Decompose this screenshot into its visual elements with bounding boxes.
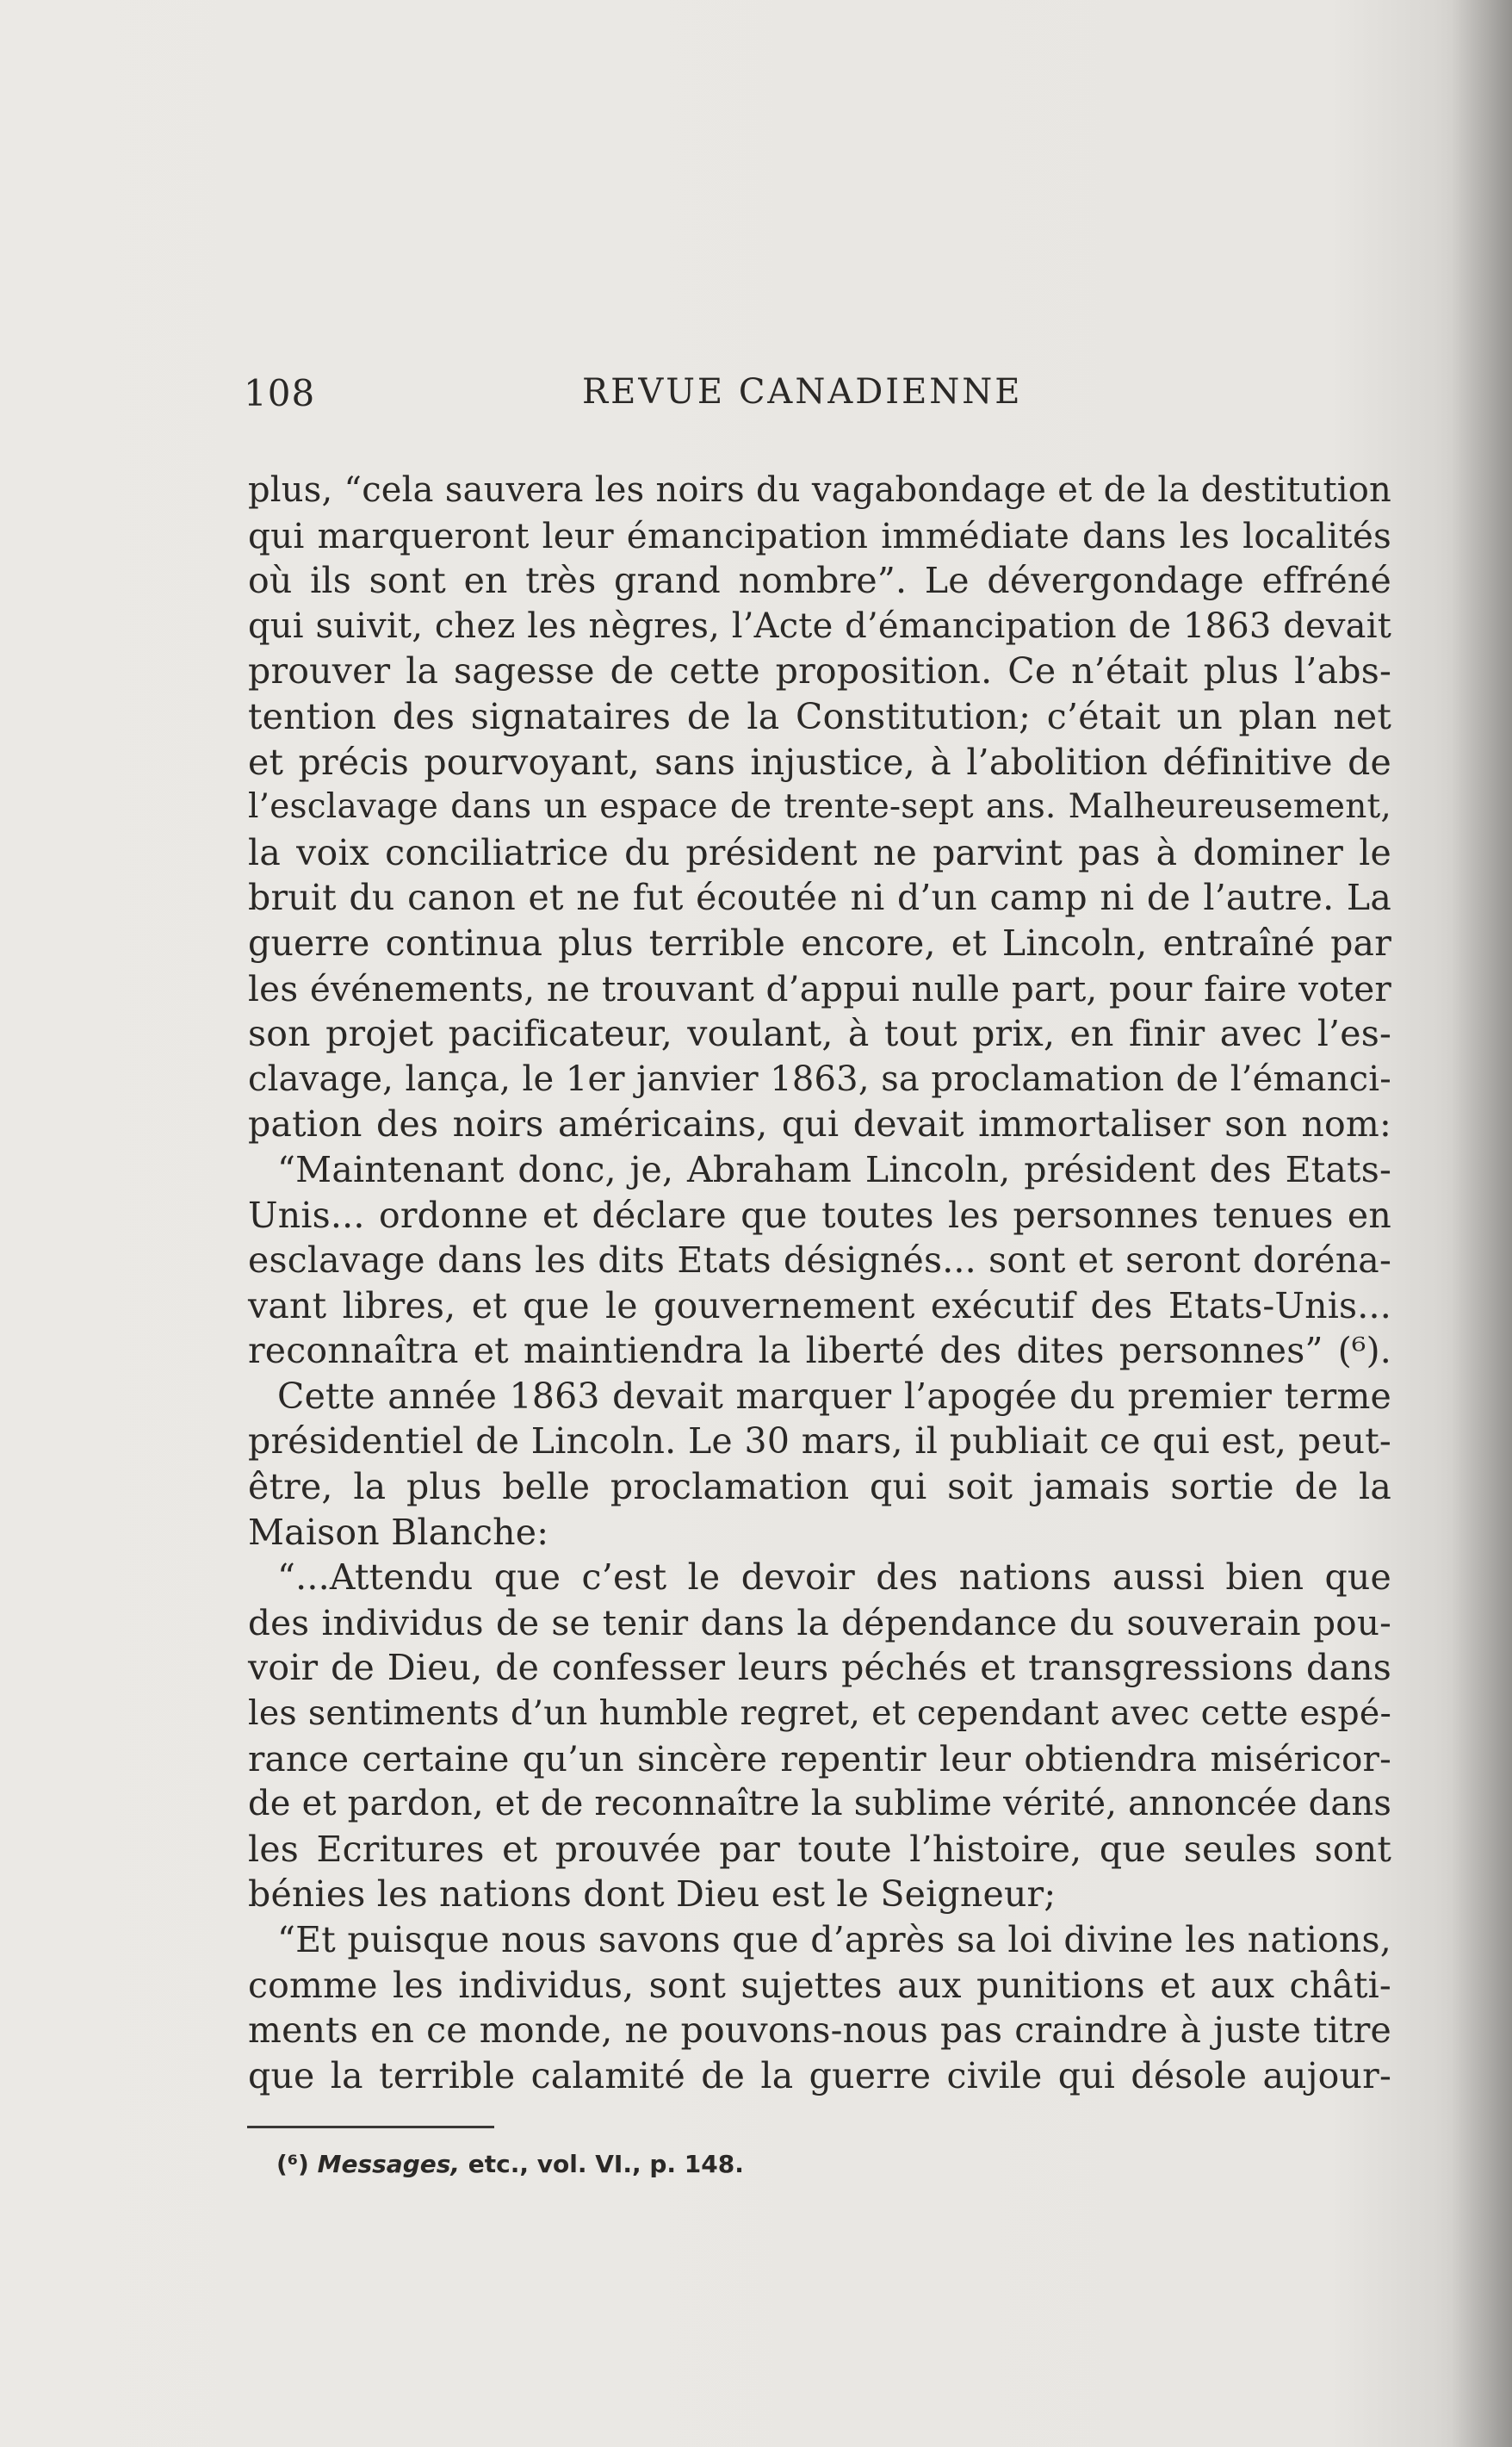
body-text	[248, 468, 1391, 2098]
text-line: les événements, ne trouvant d’appui nulle part, pour faire voter	[248, 967, 1391, 1009]
text-line: Cette année 1863 devait marquer l’apogée du premier terme	[277, 1375, 1391, 1417]
text-line: “Et puisque nous savons que d’après sa loi divine les nations,	[277, 1919, 1391, 1960]
text-line: guerre continua plus terrible encore, et Lincoln, entraîné par	[248, 922, 1391, 964]
footnote-marker: (⁶)	[276, 2150, 309, 2178]
text-line: voir de Dieu, de confesser leurs péchés et transgressions dans	[248, 1647, 1391, 1689]
text-line: bénies les nations dont Dieu est le Seigneur;	[248, 1873, 1057, 1916]
text-line: où ils sont en très grand nombre”. Le dévergondage effréné	[248, 560, 1391, 602]
text-line: clavage, lança, le 1er janvier 1863, sa proclamation de l’émanci-	[248, 1059, 1391, 1099]
text-line: présidentiel de Lincoln. Le 30 mars, il publiait ce qui est, peut-	[248, 1420, 1391, 1463]
footnote-reference: etc., vol. VI., p. 148.	[468, 2150, 744, 2178]
text-line: tention des signataires de la Constitution; c’était un plan net	[248, 695, 1391, 737]
page-header	[244, 372, 1062, 424]
text-line: qui suivit, chez les nègres, l’Acte d’émancipation de 1863 devait	[248, 606, 1391, 646]
text-line: prouver la sagesse de cette proposition. Ce n’était plus l’abs-	[248, 650, 1391, 692]
text-line: être, la plus belle proclamation qui soit jamais sortie de la	[248, 1466, 1391, 1508]
text-line: comme les individus, sont sujettes aux punitions et aux châti-	[248, 1964, 1391, 2006]
text-line: “Maintenant donc, je, Abraham Lincoln, président des Etats-	[277, 1148, 1391, 1190]
text-line: ments en ce monde, ne pouvons-nous pas craindre à juste titre	[248, 2009, 1391, 2052]
text-line: et précis pourvoyant, sans injustice, à l’abolition définitive de	[248, 741, 1391, 783]
binding-shadow	[1452, 0, 1512, 2447]
text-line: bruit du canon et ne fut écoutée ni d’un camp ni de l’autre. La	[248, 877, 1391, 919]
text-line: l’esclavage dans un espace de trente-sept ans. Malheureusement,	[248, 787, 1391, 827]
text-line: rance certaine qu’un sincère repentir leur obtiendra miséricor-	[248, 1737, 1391, 1779]
text-line: plus, “cela sauvera les noirs du vagabondage et de la destitution	[248, 470, 1391, 510]
text-line: Unis... ordonne et déclare que toutes les personnes tenues en	[248, 1194, 1391, 1236]
text-line: Maison Blanche:	[248, 1511, 549, 1553]
text-line: son projet pacificateur, voulant, à tout prix, en finir avec l’es-	[248, 1013, 1391, 1055]
text-line: reconnaîtra et maintiendra la liberté des dites personnes” (⁶).	[248, 1330, 1391, 1372]
running-title: REVUE CANADIENNE	[582, 372, 1023, 412]
text-line: vant libres, et que le gouvernement exécutif des Etats-Unis...	[248, 1284, 1391, 1326]
text-line: qui marqueront leur émancipation immédiate dans les localités	[248, 514, 1391, 556]
page-number: 108	[244, 372, 316, 414]
text-line: la voix conciliatrice du président ne parvint pas à dominer le	[248, 831, 1391, 873]
text-line: les sentiments d’un humble regret, et cependant avec cette espé-	[248, 1693, 1391, 1734]
footnote	[276, 2150, 744, 2178]
text-line: esclavage dans les dits Etats désignés... sont et seront doréna-	[248, 1239, 1391, 1282]
text-line: des individus de se tenir dans la dépendance du souverain pou-	[248, 1601, 1391, 1643]
text-line: que la terrible calamité de la guerre civile qui désole aujour-	[248, 2054, 1391, 2096]
text-line: pation des noirs américains, qui devait immortaliser son nom:	[248, 1103, 1391, 1146]
footnote-source: Messages,	[317, 2150, 461, 2178]
text-line: “...Attendu que c’est le devoir des nations aussi bien que	[277, 1556, 1391, 1599]
text-line: de et pardon, et de reconnaître la sublime vérité, annoncée dans	[248, 1784, 1392, 1824]
footnote-rule	[247, 2126, 494, 2128]
text-line: les Ecritures et prouvée par toute l’histoire, que seules sont	[248, 1828, 1391, 1870]
